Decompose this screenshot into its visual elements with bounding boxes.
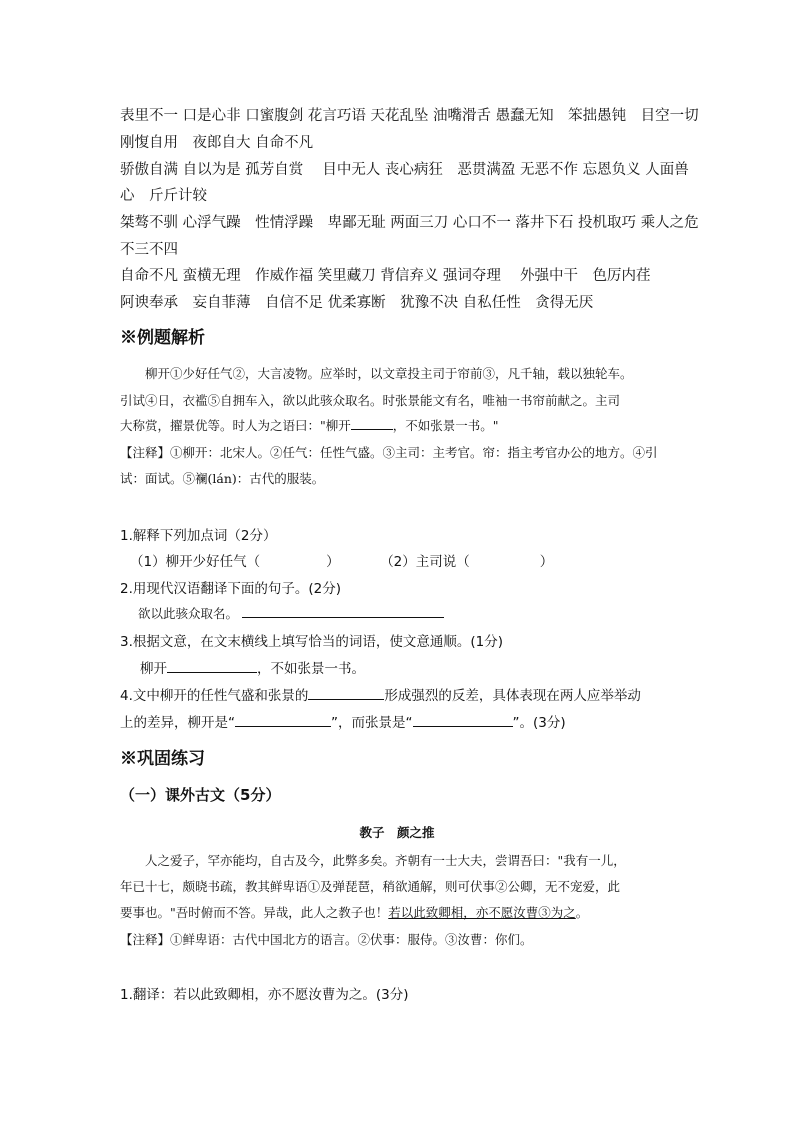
vocab-line: 自命不凡 蛮横无理 作威作福 笑里藏刀 背信弃义 强词夺理 外强中干 色厉内荏: [120, 268, 651, 284]
underlined-sentence: 若以此致卿相，亦不愿汝曹③为之: [388, 905, 576, 920]
question-4: 4.文中柳开的任性气盛和张景的 形成强烈的反差，具体表现在两人应举举动: [120, 688, 641, 704]
passage-line: 人之爱子，罕亦能均，自古及今，此弊多矣。齐朝有一士大夫，尝谓吾曰："我有一儿，: [120, 853, 626, 868]
fill-blank: [351, 416, 393, 430]
vocab-line: 不三不四: [120, 242, 178, 258]
fill-blank: [167, 659, 257, 673]
section-heading: ※巩固练习: [120, 749, 205, 769]
vocab-line: 骄傲自满 自以为是 孤芳自赏 目中无人 丧心病狂 恶贯满盈 无恶不作 忘恩负义 人面兽: [120, 162, 689, 178]
passage-line: 引试④日，衣褴⑤自拥车入，欲以此骇众取名。时张景能文有名，唯袖一书帘前献之。主司: [120, 393, 621, 408]
passage-line: 柳开①少好任气②，大言凌物。应举时，以文章投主司于帘前③，凡千轴，载以独轮车。: [120, 366, 633, 381]
question-translate: 1.翻译：若以此致卿相，亦不愿汝曹为之。(3分): [120, 987, 409, 1003]
passage-line: 要事也。"吾时俯而不答。异哉，此人之教子也！若以此致卿相，亦不愿汝曹③为之。: [120, 905, 589, 920]
subsection-heading: （一）课外古文（5分）: [120, 786, 281, 804]
fill-blank: [413, 713, 513, 727]
question-3-fill: 柳开 ，不如张景一书。: [140, 661, 365, 677]
passage-line: 大称赏，擢景优等。时人为之语曰："柳开 ，不如张景一书。": [120, 418, 499, 433]
annotation-line: 【注释】①柳开：北宋人。②任气：任性气盛。③主司：主考官。帘：指主考官办公的地方。④引: [120, 445, 658, 460]
vocab-line: 心 斤斤计较: [120, 188, 207, 204]
question-1: 1.解释下列加点词（2分）: [120, 528, 277, 544]
question-3: 3.根据文意，在文末横线上填写恰当的词语，使文意通顺。(1分): [120, 634, 504, 650]
question-4-line2: 上的差异，柳开是“ ”，而张景是“ ”。(3分): [120, 715, 566, 731]
fill-blank: [235, 713, 331, 727]
question-2: 2.用现代汉语翻译下面的句子。(2分): [120, 581, 342, 597]
question-1-items: （1）柳开少好任气（ ） （2）主司说（ ）: [130, 554, 554, 570]
vocab-line: 桀骜不驯 心浮气躁 性情浮躁 卑鄙无耻 两面三刀 心口不一 落井下石 投机取巧 乘人之危: [120, 215, 699, 231]
section-heading: ※例题解析: [120, 328, 205, 348]
fill-blank: [308, 686, 384, 700]
passage-title: 教子 颜之推: [359, 825, 435, 840]
vocab-line: 刚愎自用 夜郎自大 自命不凡: [120, 135, 314, 151]
passage-line: 年已十七，颇晓书疏，教其鲜卑语①及弹琵琶，稍欲通解，则可伏事②公卿，无不宠爱，此: [120, 879, 621, 894]
question-2-sentence: 欲以此骇众取名。: [138, 604, 444, 622]
annotation-line: 试：面试。⑤襕(lán)：古代的服装。: [120, 471, 325, 486]
vocab-line: 阿谀奉承 妄自菲薄 自信不足 优柔寡断 犹豫不决 自私任性 贪得无厌: [120, 295, 594, 311]
annotation-line: 【注释】①鲜卑语：古代中国北方的语言。②伏事：服侍。③汝曹：你们。: [120, 932, 533, 947]
vocab-line: 表里不一 口是心非 口蜜腹剑 花言巧语 天花乱坠 油嘴滑舌 愚蠢无知 笨拙愚钝 目空一切: [120, 108, 699, 124]
answer-line: [242, 604, 444, 618]
